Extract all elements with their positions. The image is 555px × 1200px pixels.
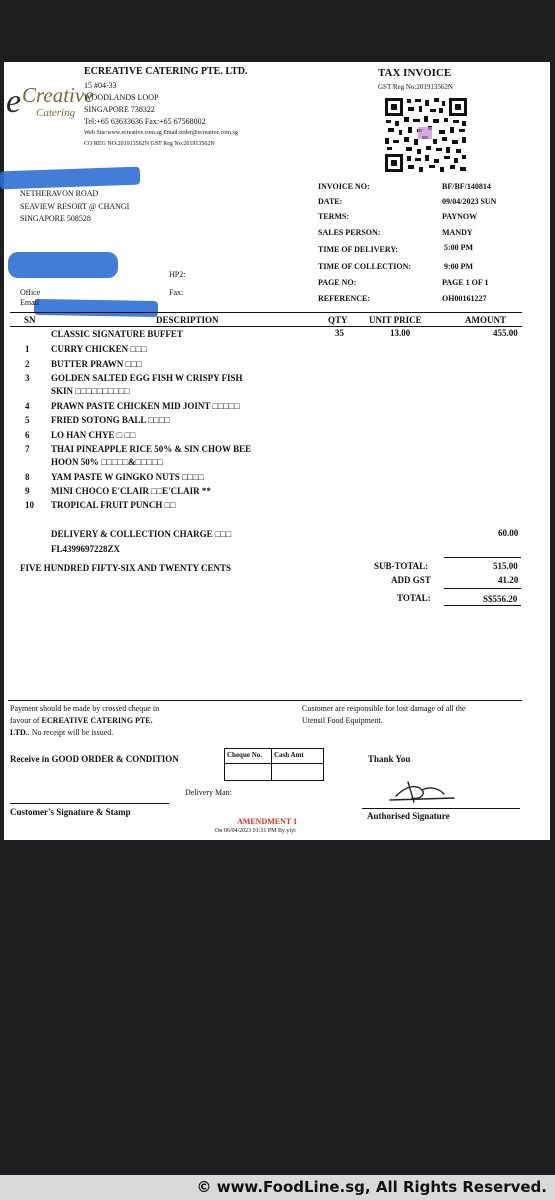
redaction-mark xyxy=(0,167,140,190)
payment-note-1: Payment should be made by crossed cheque in xyxy=(10,704,160,713)
total-bottom-rule xyxy=(444,605,521,606)
authorised-signature-line xyxy=(362,808,520,809)
item-description: GOLDEN SALTED EGG FISH W CRISPY FISH xyxy=(51,373,243,383)
email-label: Email xyxy=(20,298,40,307)
fax-label: Fax: xyxy=(169,288,184,297)
company-address-1: 15 #04-33 xyxy=(84,81,117,90)
company-name: ECREATIVE CATERING PTE. LTD. xyxy=(84,66,248,77)
office-label: Office xyxy=(20,288,41,297)
time-of-collection-value: 9:00 PM xyxy=(444,262,474,271)
customer-address-3: SINGAPORE 508528 xyxy=(20,214,91,223)
item-sn: 1 xyxy=(25,344,30,354)
gst-reg-no: GST Reg No:201913562N xyxy=(378,83,453,91)
item-description: LO HAN CHYE □ □□ xyxy=(51,430,136,440)
item-description: THAI PINEAPPLE RICE 50% & SIN CHOW BEE xyxy=(51,444,252,454)
qr-code-graphic xyxy=(384,97,468,173)
document-title: TAX INVOICE xyxy=(378,67,452,79)
terms-label: TERMS: xyxy=(318,212,350,221)
subtotal-top-rule xyxy=(444,557,521,558)
thank-you: Thank You xyxy=(368,754,411,764)
responsibility-note-2: Utensil Food Equipment. xyxy=(302,716,383,725)
item-sn: 9 xyxy=(25,486,30,496)
main-item-description: CLASSIC SIGNATURE BUFFET xyxy=(51,329,183,339)
item-sn: 10 xyxy=(25,500,34,510)
delivery-charge-code: FL4399697228ZX xyxy=(51,544,121,554)
receive-condition: Receive in GOOD ORDER & CONDITION xyxy=(10,754,179,764)
item-sn: 2 xyxy=(25,359,30,369)
header-description: DESCRIPTION xyxy=(156,315,219,325)
date-value: 09/04/2023 SUN xyxy=(442,197,497,206)
company-tel-fax: Tel:+65 63633636 Fax:+65 67568002 xyxy=(84,117,206,126)
table-top-rule xyxy=(10,312,522,313)
payment-note-2a: favour of xyxy=(10,716,42,725)
gst-value: 41.20 xyxy=(498,575,519,585)
sales-person-value: MANDY xyxy=(442,228,473,237)
main-item-unit-price: 13.00 xyxy=(390,328,411,338)
responsibility-note-1: Customer are responsible for lost damage of all the xyxy=(302,704,466,713)
reference-value: OH00161227 xyxy=(442,294,487,303)
reference-label: REFERENCE: xyxy=(318,294,371,303)
header-unit-price: UNIT PRICE xyxy=(369,315,422,325)
amendment-info: On 06/04/2023 01:31 PM By yiyi xyxy=(215,828,296,834)
item-sn: 6 xyxy=(25,430,30,440)
total-label: TOTAL: xyxy=(397,593,431,603)
item-sn: 5 xyxy=(25,415,30,425)
authorised-signature-label: Authorised Signature xyxy=(367,811,450,821)
invoice-sheet xyxy=(4,62,550,840)
customer-signature-line xyxy=(10,803,169,804)
item-description: CURRY CHICKEN □□□ xyxy=(51,344,147,354)
delivery-man-label: Delivery Man: xyxy=(185,788,232,797)
customer-address-1: NETHERAVON ROAD xyxy=(20,189,99,198)
redaction-mark xyxy=(34,299,158,317)
subtotal-value: 515.00 xyxy=(493,561,518,571)
delivery-charge-amount: 60.00 xyxy=(498,528,519,538)
item-sn: 8 xyxy=(25,472,30,482)
total-value: S$556.20 xyxy=(483,594,518,604)
item-description: BUTTER PRAWN □□□ xyxy=(51,359,142,369)
customer-signature-label: Customer's Signature & Stamp xyxy=(10,807,131,817)
item-sn: 7 xyxy=(25,444,30,454)
payment-note-2b: ECREATIVE CATERING PTE. xyxy=(41,716,153,725)
amount-in-words: FIVE HUNDRED FIFTY-SIX AND TWENTY CENTS xyxy=(20,563,231,573)
terms-value: PAYNOW xyxy=(442,212,478,221)
delivery-charge-description: DELIVERY & COLLECTION CHARGE □□□ xyxy=(51,529,232,539)
payment-note-3b: . No receipt will be issued. xyxy=(27,728,114,737)
item-description: YAM PASTE W GINGKO NUTS □□□□ xyxy=(51,472,204,482)
company-logo xyxy=(6,76,94,122)
cheque-no-label: Cheque No. xyxy=(227,751,263,759)
main-item-qty: 35 xyxy=(335,328,344,338)
table-header-rule xyxy=(10,326,522,327)
footer-rule xyxy=(8,700,522,701)
sales-person-label: SALES PERSON: xyxy=(318,228,381,237)
invoice-no-label: INVOICE NO: xyxy=(318,182,370,191)
watermark-text: © www.FoodLine.sg, All Rights Reserved. xyxy=(196,1178,547,1196)
gst-label: ADD GST xyxy=(391,575,431,585)
svg-text:Creative: Creative xyxy=(22,83,94,107)
company-reg: CO REG NO:201913562N GST Reg No:201913562N xyxy=(84,141,215,147)
item-description-cont: SKIN □□□□□□□□□□ xyxy=(51,386,130,396)
company-address-2: WOODLANDS LOOP xyxy=(84,93,159,102)
item-sn: 3 xyxy=(25,373,30,383)
time-of-delivery-value: 5:00 PM xyxy=(444,243,474,252)
time-of-delivery-label: TIME OF DELIVERY: xyxy=(318,245,399,254)
amendment-label: AMENDMENT 1 xyxy=(237,817,298,826)
cheque-box-divider xyxy=(225,763,323,764)
redaction-mark xyxy=(8,252,118,278)
company-web-email: Web Site:www.ecreative.com.sg Email:order@ecreative.com.sg xyxy=(84,130,238,136)
invoice-no-value: BF/BF/140814 xyxy=(442,182,491,191)
header-sn: SN xyxy=(24,315,36,325)
item-description: PRAWN PASTE CHICKEN MID JOINT □□□□□ xyxy=(51,401,240,411)
page-no-value: PAGE 1 OF 1 xyxy=(442,278,489,287)
cash-amt-label: Cash Amt xyxy=(274,751,304,759)
subtotal-label: SUB-TOTAL: xyxy=(374,561,429,571)
item-description-cont: HOON 50% □□□□□&□□□□□ xyxy=(51,457,163,467)
header-qty: QTY xyxy=(328,315,348,325)
time-of-collection-label: TIME OF COLLECTION: xyxy=(318,262,412,271)
watermark-bar xyxy=(0,1175,555,1200)
qr-code xyxy=(384,97,468,173)
page-no-label: PAGE NO: xyxy=(318,278,357,287)
customer-address-2: SEAVIEW RESORT @ CHANGI xyxy=(20,202,130,211)
total-top-rule xyxy=(444,588,521,589)
date-label: DATE: xyxy=(318,197,343,206)
company-address-3: SINGAPORE 738322 xyxy=(84,105,155,114)
item-description: MINI CHOCO E'CLAIR □□E'CLAIR ** xyxy=(51,486,211,496)
main-item-amount: 455.00 xyxy=(493,328,518,338)
svg-text:e: e xyxy=(6,83,22,120)
item-sn: 4 xyxy=(25,401,30,411)
item-description: TROPICAL FRUIT PUNCH □□ xyxy=(51,500,176,510)
item-description: FRIED SOTONG BALL □□□□ xyxy=(51,415,170,425)
payment-note-3a: LTD. xyxy=(10,728,28,737)
svg-text:Catering: Catering xyxy=(36,107,76,119)
header-amount: AMOUNT xyxy=(465,315,506,325)
hp2-label: HP2: xyxy=(169,270,186,279)
payment-note-3 xyxy=(10,728,113,737)
cheque-box-column-divider xyxy=(271,749,272,780)
signature xyxy=(386,776,458,806)
payment-note-2 xyxy=(10,716,153,725)
